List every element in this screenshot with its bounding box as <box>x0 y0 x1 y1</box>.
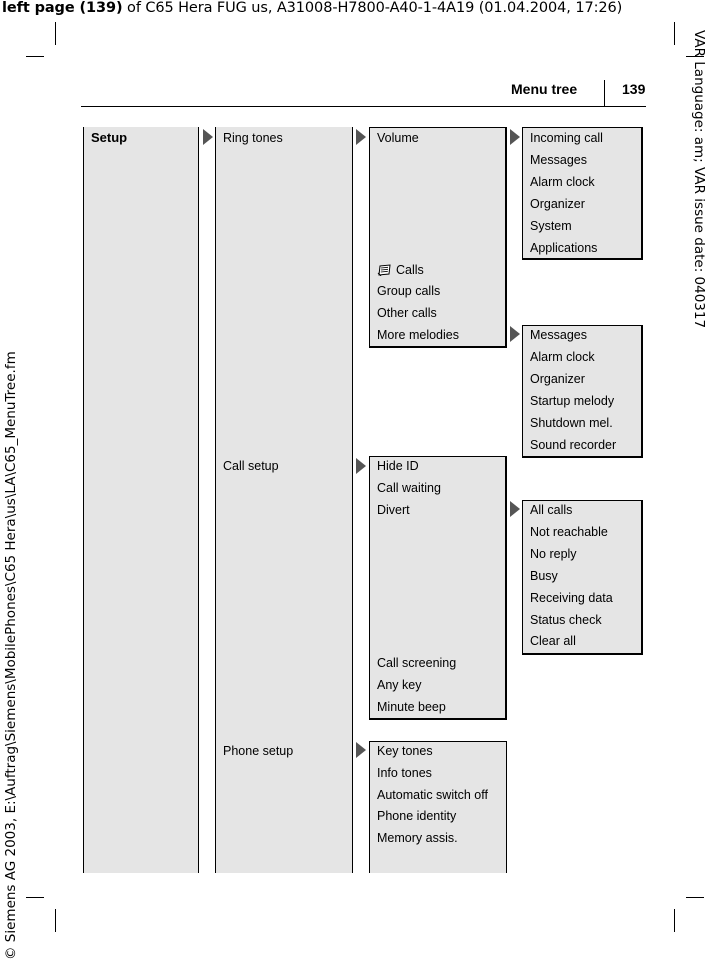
menu-setup[interactable]: Setup <box>91 130 128 145</box>
menu-other-calls[interactable]: Other calls <box>377 306 437 320</box>
menu-shutdown-melody[interactable]: Shutdown mel. <box>530 416 613 430</box>
menu-no-reply[interactable]: No reply <box>530 547 577 561</box>
arrow-right-icon <box>510 501 520 517</box>
menu-applications[interactable]: Applications <box>530 241 598 255</box>
menu-volume[interactable]: Volume <box>377 131 419 145</box>
crop-mark <box>674 22 675 45</box>
menu-phone-identity[interactable]: Phone identity <box>377 809 457 823</box>
section-title: Menu tree <box>511 81 578 97</box>
print-info-details: of C65 Hera FUG us, A31008-H7800-A40-1-4A19 (01.04.2004, 17:26) <box>122 0 623 16</box>
menu-sound-recorder[interactable]: Sound recorder <box>530 438 617 452</box>
menu-group-calls[interactable]: Group calls <box>377 284 441 298</box>
phonebook-icon <box>377 264 393 280</box>
print-info-line <box>2 0 622 16</box>
copyright-path-note: © Siemens AG 2003, E:\Auftrag\Siemens\MobilePhones\C65 Hera\us\LA\C65_MenuTree.fm <box>3 351 19 960</box>
menu-all-calls[interactable]: All calls <box>530 503 573 517</box>
menu-startup-melody[interactable]: Startup melody <box>530 394 615 408</box>
setup-column <box>83 127 199 873</box>
menu-call-screening[interactable]: Call screening <box>377 656 457 670</box>
arrow-right-icon <box>203 129 213 145</box>
menu-not-reachable[interactable]: Not reachable <box>530 525 608 539</box>
menu-clear-all[interactable]: Clear all <box>530 634 576 648</box>
menu-divert[interactable]: Divert <box>377 503 410 517</box>
crop-mark <box>686 897 704 898</box>
menu-phone-setup[interactable]: Phone setup <box>223 744 294 758</box>
menu-more-melodies[interactable]: More melodies <box>377 328 459 342</box>
crop-mark <box>55 22 56 45</box>
menu-automatic-switch-off[interactable]: Automatic switch off <box>377 788 488 802</box>
menu-ring-tones[interactable]: Ring tones <box>223 131 283 145</box>
menu-status-check[interactable]: Status check <box>530 613 602 627</box>
menu-key-tones[interactable]: Key tones <box>377 744 433 758</box>
crop-mark <box>26 897 44 898</box>
print-info-page: left page (139) <box>2 0 123 16</box>
phone-setup-submenu <box>369 741 507 873</box>
arrow-right-icon <box>356 129 366 145</box>
menu-busy[interactable]: Busy <box>530 569 558 583</box>
menu-incoming-call[interactable]: Incoming call <box>530 131 603 145</box>
menu-calls[interactable] <box>377 262 424 280</box>
var-language-note: VAR Language: am; VAR issue date: 040317 <box>691 30 707 329</box>
crop-mark <box>674 909 675 932</box>
crop-mark <box>55 909 56 932</box>
menu-organizer[interactable]: Organizer <box>530 197 585 211</box>
menu-alarm-clock[interactable]: Alarm clock <box>530 175 595 189</box>
menu-messages[interactable]: Messages <box>530 153 587 167</box>
menu-messages[interactable]: Messages <box>530 328 587 342</box>
menu-memory-assis[interactable]: Memory assis. <box>377 831 458 845</box>
menu-alarm-clock[interactable]: Alarm clock <box>530 350 595 364</box>
menu-organizer[interactable]: Organizer <box>530 372 585 386</box>
arrow-right-icon <box>356 742 366 758</box>
page-number: 139 <box>622 81 646 97</box>
menu-any-key[interactable]: Any key <box>377 678 422 692</box>
menu-minute-beep[interactable]: Minute beep <box>377 700 446 714</box>
menu-info-tones[interactable]: Info tones <box>377 766 432 780</box>
menu-call-setup[interactable]: Call setup <box>223 459 279 473</box>
arrow-right-icon <box>510 129 520 145</box>
menu-hide-id[interactable]: Hide ID <box>377 459 419 473</box>
menu-system[interactable]: System <box>530 219 572 233</box>
menu-calls-label: Calls <box>396 263 424 277</box>
arrow-right-icon <box>510 326 520 342</box>
level2-column <box>215 127 353 873</box>
header-rule <box>81 106 646 107</box>
crop-mark <box>26 56 44 57</box>
menu-call-waiting[interactable]: Call waiting <box>377 481 441 495</box>
menu-receiving-data[interactable]: Receiving data <box>530 591 613 605</box>
header-divider <box>604 80 605 106</box>
arrow-right-icon <box>356 458 366 474</box>
